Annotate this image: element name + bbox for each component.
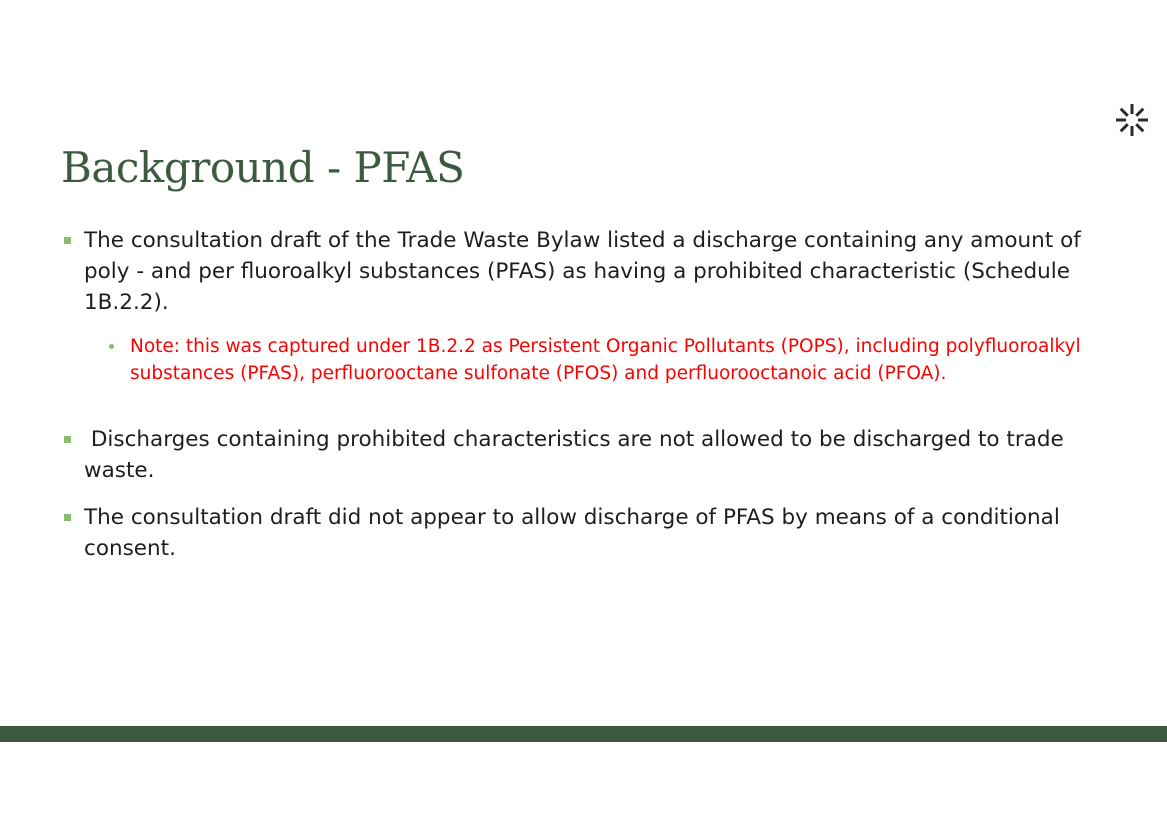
bullet-item: The consultation draft of the Trade Waste Bylaw listed a discharge containing any amount of poly - and per fluoroalkyl substances (PFAS) as having a prohibited characteristic (Schedule 1B.2.2).: [84, 228, 1081, 315]
bullet-marker: [64, 237, 71, 244]
slide-title: Background - PFAS: [61, 143, 465, 192]
bullet-item: Discharges containing prohibited characteristics are not allowed to be discharged to trade waste.: [84, 427, 1071, 483]
sub-bullet-marker: [109, 344, 114, 349]
bullet-marker: [64, 436, 71, 443]
sub-bullet-note: Note: this was captured under 1B.2.2 as Persistent Organic Pollutants (POPS), including polyfluoroalkyl substances (PFAS), perfluorooctane sulfonate (PFOS) and perfluorooctanoic acid (PFOA).: [130, 336, 1081, 384]
sparkle-logo-icon: [1114, 102, 1150, 138]
footer-band: [0, 726, 1167, 742]
bullet-item: The consultation draft did not appear to allow discharge of PFAS by means of a conditional consent.: [84, 505, 1060, 561]
bullet-marker: [64, 514, 71, 521]
